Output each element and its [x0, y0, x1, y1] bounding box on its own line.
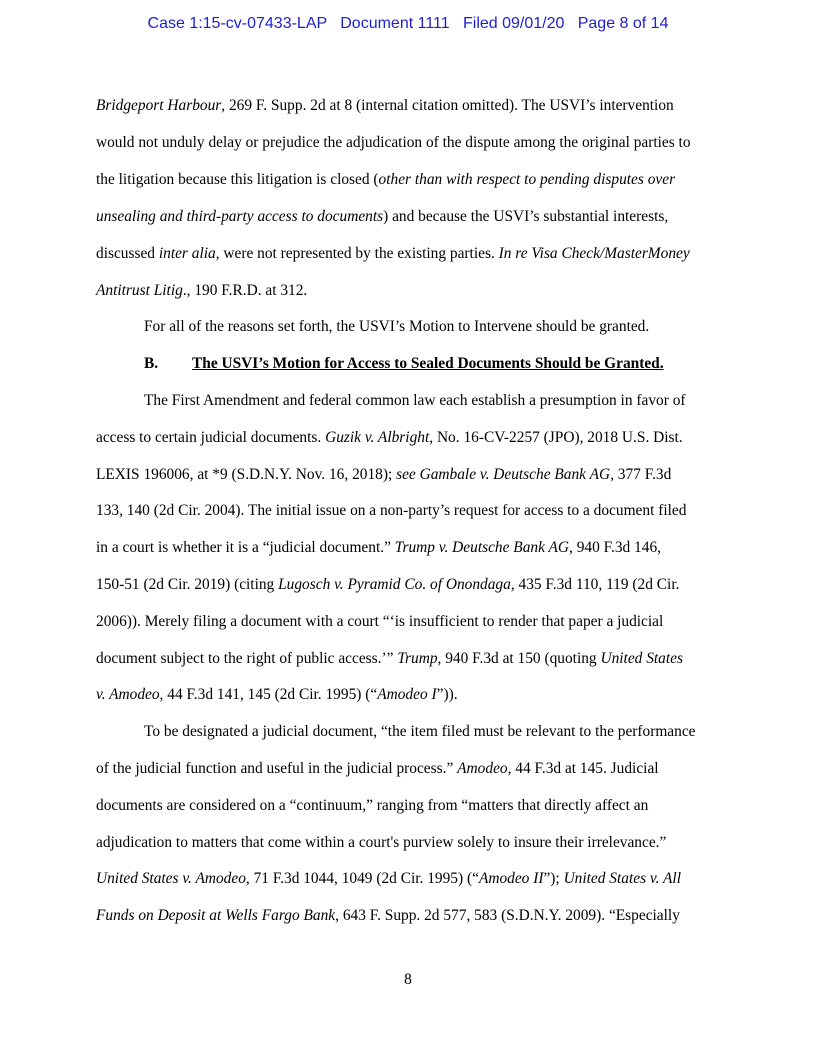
text-line: [96, 685, 736, 705]
italic-text-run: other than with respect to pending disputes over: [378, 171, 676, 188]
text-run: would not unduly delay or prejudice the adjudication of the dispute among the original parties to: [96, 134, 691, 151]
text-line: [96, 833, 736, 853]
text-line: [96, 428, 736, 448]
text-line: [96, 281, 736, 301]
text-run: , were not represented by the existing parties.: [215, 245, 499, 262]
text-line: [96, 869, 736, 889]
text-run: The First Amendment and federal common law each establish a presumption in favor of: [144, 392, 686, 409]
text-run: , 377 F.3d: [610, 466, 672, 483]
text-line: [96, 612, 736, 632]
text-run: adjudication to matters that come within a court's purview solely to insure their irrelevance.”: [96, 834, 667, 851]
text-run: access to certain judicial documents.: [96, 429, 326, 446]
text-line: [96, 649, 736, 669]
text-line: [96, 538, 736, 558]
filed-date: Filed 09/01/20: [462, 15, 565, 32]
text-run: documents are considered on a “continuum,” ranging from “matters that directly affect an: [96, 797, 649, 814]
italic-text-run: United States: [600, 650, 683, 667]
italic-text-run: Lugosch v. Pyramid Co. of Onondaga: [278, 576, 511, 593]
page-number: 8: [404, 971, 412, 988]
text-run: , 44 F.3d 141, 145 (2d Cir. 1995) (“: [159, 686, 378, 703]
italic-text-run: Amodeo: [457, 760, 508, 777]
text-line: [144, 317, 784, 337]
text-line: [96, 207, 736, 227]
text-line: [144, 391, 784, 411]
text-line: [96, 501, 736, 521]
text-line: [96, 170, 736, 190]
text-run: 2006)). Merely filing a document with a court “‘is insufficient to render that paper a judicial: [96, 613, 664, 630]
case-header: [0, 15, 816, 33]
italic-text-run: inter alia: [158, 245, 216, 262]
italic-text-run: Trump v. Deutsche Bank AG: [394, 539, 570, 556]
text-line: [96, 133, 736, 153]
text-run: 133, 140 (2d Cir. 2004). The initial issue on a non-party’s request for access to a document filed: [96, 502, 687, 519]
italic-text-run: Trump: [397, 650, 438, 667]
text-line: [96, 244, 736, 264]
section-title: The USVI’s Motion for Access to Sealed Documents Should be Granted.: [192, 355, 664, 372]
text-run: , 643 F. Supp. 2d 577, 583 (S.D.N.Y. 2009). “Especially: [335, 907, 680, 924]
italic-text-run: v. Amodeo: [96, 686, 160, 703]
document-number: Document 1111: [340, 15, 450, 32]
text-run: of the judicial function and useful in the judicial process.”: [96, 760, 458, 777]
text-line: [96, 96, 736, 116]
text-run: , 940 F.3d 146,: [569, 539, 661, 556]
text-line: [96, 465, 736, 485]
text-run: ”)).: [436, 686, 458, 703]
text-run: 150-51 (2d Cir. 2019) (citing: [96, 576, 279, 593]
italic-text-run: unsealing and third-party access to documents: [96, 208, 384, 225]
text-run: , 71 F.3d 1044, 1049 (2d Cir. 1995) (“: [245, 870, 479, 887]
text-run: LEXIS 196006, at *9 (S.D.N.Y. Nov. 16, 2018);: [96, 466, 397, 483]
case-number: Case 1:15-cv-07433-LAP: [147, 15, 327, 32]
text-run: , 435 F.3d 110, 119 (2d Cir.: [510, 576, 680, 593]
italic-text-run: Amodeo I: [377, 686, 437, 703]
italic-text-run: Funds on Deposit at Wells Fargo Bank: [96, 907, 336, 924]
text-run: , 44 F.3d at 145. Judicial: [507, 760, 659, 777]
text-run: , 940 F.3d at 150 (quoting: [437, 650, 601, 667]
text-run: in a court is whether it is a “judicial document.”: [96, 539, 395, 556]
text-line: [96, 796, 736, 816]
page-of-pages: Page 8 of 14: [577, 15, 669, 32]
italic-text-run: United States v. All: [563, 870, 681, 887]
text-run: ., 190 F.R.D. at 312.: [182, 282, 308, 299]
section-heading: [144, 354, 784, 374]
italic-text-run: Amodeo II: [478, 870, 544, 887]
text-run: document subject to the right of public access.’”: [96, 650, 398, 667]
text-run: To be designated a judicial document, “the item filed must be relevant to the performance: [144, 723, 696, 740]
italic-text-run: United States v. Amodeo: [96, 870, 246, 887]
text-line: [144, 722, 784, 742]
text-line: [96, 575, 736, 595]
text-line: [96, 906, 736, 926]
text-run: discussed: [96, 245, 159, 262]
italic-text-run: In re Visa Check/MasterMoney: [498, 245, 690, 262]
text-run: , 269 F. Supp. 2d at 8 (internal citation omitted). The USVI’s intervention: [221, 97, 674, 114]
text-run: ) and because the USVI’s substantial interests,: [383, 208, 669, 225]
text-run: ”);: [543, 870, 564, 887]
section-letter: B.: [144, 355, 159, 372]
text-run: For all of the reasons set forth, the USVI’s Motion to Intervene should be granted.: [144, 318, 650, 335]
italic-text-run: Guzik v. Albright: [325, 429, 430, 446]
italic-text-run: see Gambale v. Deutsche Bank AG: [396, 466, 611, 483]
italic-text-run: Antitrust Litig: [96, 282, 183, 299]
italic-text-run: Bridgeport Harbour: [96, 97, 222, 114]
text-line: [96, 759, 736, 779]
text-run: , No. 16-CV-2257 (JPO), 2018 U.S. Dist.: [429, 429, 683, 446]
text-run: the litigation because this litigation is closed (: [96, 171, 379, 188]
